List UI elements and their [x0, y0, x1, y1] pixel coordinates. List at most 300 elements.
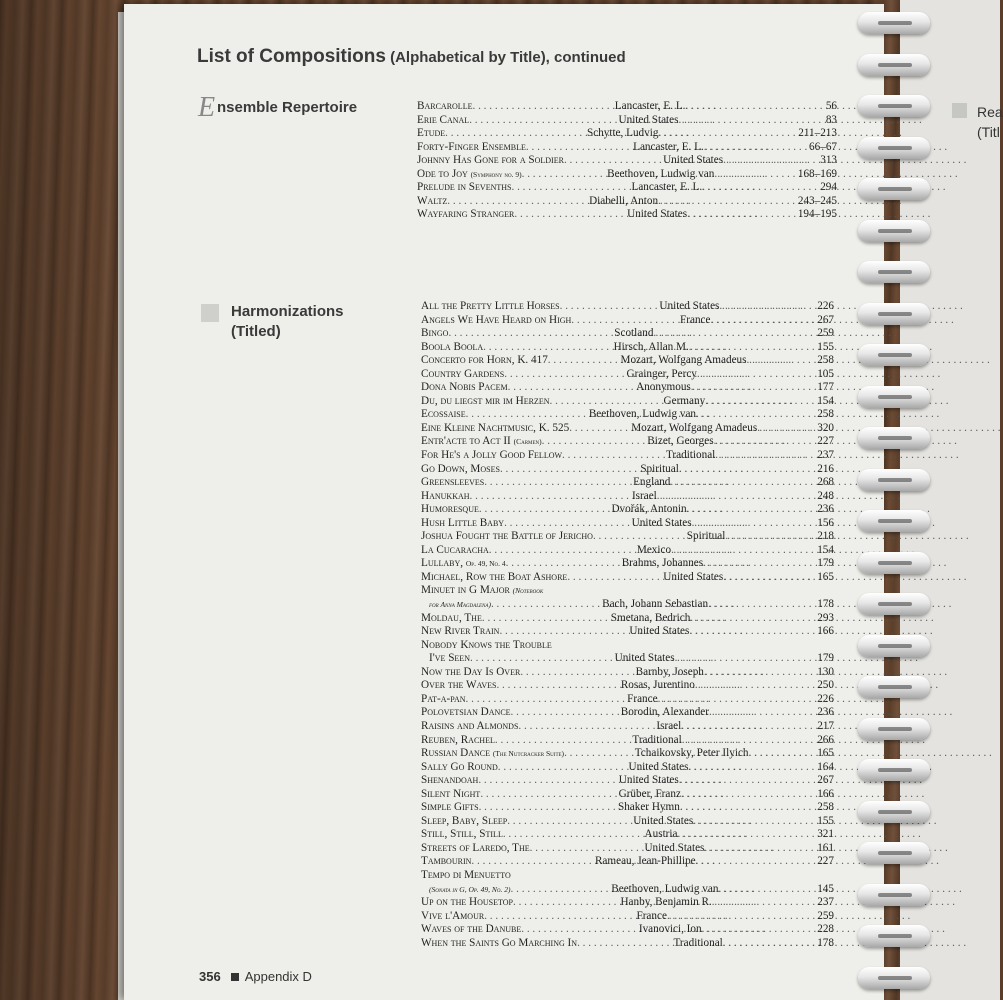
entry-title: Silent Night [421, 787, 481, 800]
entry-pages: 228 [817, 923, 834, 936]
dot-leader [479, 503, 610, 517]
list-item [421, 381, 834, 395]
entry-title: La Cucaracha [421, 543, 489, 556]
entry-note: (Symphony no. 9) [470, 169, 522, 179]
dot-leader [542, 435, 646, 449]
entry-pages: 130 [817, 665, 834, 678]
binding-coil [858, 54, 930, 76]
dot-leader [548, 354, 619, 368]
dot-leader [757, 422, 817, 436]
dot-leader [708, 598, 817, 612]
dot-leader [518, 720, 654, 734]
entry-pages: 165 [817, 747, 834, 760]
dot-leader [484, 910, 634, 924]
list-item [421, 815, 834, 829]
binding-coil [858, 967, 930, 989]
entry-title: Humoresque [421, 503, 479, 516]
entry-pages: 258 [817, 408, 834, 421]
dot-leader [653, 327, 817, 341]
entry-pages: 259 [817, 327, 834, 340]
entry-composer: Mozart, Wolfgang Amadeus [620, 354, 747, 367]
entry-pages: 267 [817, 774, 834, 787]
entry-title: Up on the Housetop [421, 896, 513, 909]
list-item [421, 923, 834, 937]
entry-pages: 83 [825, 113, 837, 126]
list-item [421, 490, 834, 504]
entry-pages: 236 [817, 706, 834, 719]
dot-leader [466, 408, 587, 422]
entry-composer: Smetana, Bedrich [610, 611, 691, 624]
footer-square-icon [231, 973, 239, 981]
entry-title: Polovetsian Dance [421, 706, 511, 719]
entry-pages: 66–67 [809, 140, 837, 153]
dot-leader [567, 571, 661, 585]
entry-pages: 218 [817, 530, 834, 543]
binding-coil [858, 344, 930, 366]
list-item [421, 842, 834, 856]
list-item [417, 141, 837, 155]
entry-title: Go Down, Moses [421, 462, 500, 475]
dot-leader [704, 141, 809, 155]
entry-composer: Israel [656, 719, 682, 732]
dot-leader [496, 679, 618, 693]
entry-title: Angels We Have Heard on High [421, 313, 572, 326]
list-item [421, 408, 834, 422]
list-item [421, 788, 834, 802]
entry-composer: Shaker Hymn [617, 801, 680, 814]
dot-leader [504, 517, 630, 531]
entry-title: Michael, Row the Boat Ashore [421, 570, 568, 583]
page-footer [199, 969, 312, 984]
list-item [417, 154, 837, 168]
list-item [421, 747, 834, 761]
dot-leader [506, 557, 620, 571]
dot-leader [746, 354, 817, 368]
list-item [421, 530, 834, 544]
binding-coil [858, 759, 930, 781]
list-item [421, 571, 834, 585]
list-item [417, 114, 837, 128]
dot-leader [710, 314, 817, 328]
entry-title-line [421, 869, 834, 883]
dot-leader [495, 734, 631, 748]
ensemble-initial: E [198, 92, 216, 123]
binding-coil [858, 178, 930, 200]
entry-pages: 211–213 [798, 127, 837, 140]
entry-title: Entr'acte to Act II [421, 435, 511, 448]
list-item [421, 761, 834, 775]
entry-pages: 154 [817, 543, 834, 556]
entry-pages: 161 [817, 841, 834, 854]
entry-composer: Lancaster, E. L. [614, 100, 686, 112]
binding-coil [858, 137, 930, 159]
entry-composer: Anonymous [636, 381, 691, 394]
entry-composer: Beethoven, Ludwig van [611, 882, 719, 895]
dot-leader [447, 195, 587, 209]
list-item [421, 652, 834, 666]
list-item [421, 422, 834, 436]
dot-leader [704, 666, 817, 680]
entry-title: Pat-a-pan [421, 692, 466, 705]
dot-leader [491, 598, 600, 612]
entry-title: Eine Kleine Nachtmusic, K. 525 [421, 421, 570, 434]
entry-composer: France [680, 313, 711, 326]
entry-composer: France [636, 909, 667, 922]
harmonizations-section-label [231, 302, 344, 342]
entry-composer: Borodin, Alexander [620, 706, 709, 719]
dot-leader [696, 855, 818, 869]
entry-composer: Spiritual [640, 462, 679, 475]
entry-title: Minuet in G Major [421, 584, 510, 597]
entry-composer: Beethoven, Ludwig van [607, 167, 715, 180]
dot-leader [472, 100, 612, 114]
entry-composer: United States [633, 814, 694, 827]
entry-title: Vive l'Amour [421, 909, 485, 922]
dot-leader [679, 114, 826, 128]
entry-title: All the Pretty Little Horses [421, 300, 560, 312]
binding-coil [858, 635, 930, 657]
dot-leader [703, 557, 817, 571]
entry-pages: 227 [817, 435, 834, 448]
dot-leader [503, 828, 643, 842]
dot-leader [679, 774, 817, 788]
entry-pages: 294 [820, 181, 837, 194]
entry-composer: United States [628, 760, 689, 773]
entry-pages: 259 [817, 909, 834, 922]
entry-title: Lullaby, [421, 557, 464, 570]
dot-leader [696, 408, 817, 422]
dot-leader [445, 127, 585, 141]
binding-coil [858, 261, 930, 283]
dot-leader [749, 747, 818, 761]
binding-coil [858, 386, 930, 408]
entry-composer: Lancaster, E. L. [633, 140, 704, 153]
entry-title: Shenandoah [421, 774, 479, 787]
entry-pages: 250 [817, 679, 834, 692]
dot-leader [466, 693, 626, 707]
entry-composer: Germany [663, 394, 706, 407]
entry-pages: 166 [817, 625, 834, 638]
entry-composer: Rosas, Jurentino [620, 679, 695, 692]
binding-coil [858, 884, 930, 906]
entry-composer: Scotland [614, 327, 654, 340]
dot-leader [681, 788, 817, 802]
list-item [421, 828, 834, 842]
dot-leader [530, 842, 643, 856]
entry-pages: 226 [817, 300, 834, 312]
binding-coil [858, 427, 930, 449]
entry-pages: 178 [817, 936, 834, 949]
entry-title: Hush Little Baby [421, 516, 505, 529]
list-item [421, 463, 834, 477]
list-item [421, 896, 834, 910]
list-item [421, 937, 834, 951]
entry-composer: Mexico [636, 543, 672, 556]
entry-pages: 155 [817, 814, 834, 827]
dot-leader [511, 181, 629, 195]
dot-leader [718, 883, 817, 897]
entry-title: Etude [417, 127, 446, 140]
list-item [421, 327, 834, 341]
dot-leader [508, 381, 634, 395]
dot-leader [677, 828, 817, 842]
entry-pages: 154 [817, 394, 834, 407]
entry-composer: Austria [644, 828, 678, 841]
entry-note: (Carmen) [513, 437, 542, 447]
entry-title: Dona Nobis Pacem [421, 381, 508, 394]
entry-composer: Diabelli, Anton [589, 194, 659, 207]
entry-composer: United States [659, 300, 720, 312]
dot-leader [478, 774, 616, 788]
dot-leader [697, 368, 817, 382]
list-item [421, 774, 834, 788]
dot-leader [702, 181, 820, 195]
entry-title: Joshua Fought the Battle of Jericho [421, 530, 593, 543]
heading-main: List of Compositions [197, 46, 386, 67]
dot-leader [689, 625, 817, 639]
entry-composer: Spiritual [686, 530, 726, 543]
list-item [417, 195, 837, 209]
dot-leader [679, 463, 817, 477]
dot-leader [483, 341, 611, 355]
list-item [421, 449, 834, 463]
binding-coil [858, 925, 930, 947]
dot-leader [504, 368, 624, 382]
entry-note: Op. 49, No. 4 [465, 559, 506, 569]
entry-title: Tempo di Menuetto [421, 868, 511, 881]
entry-pages: 258 [817, 354, 834, 367]
list-item [417, 168, 837, 182]
appendix-label: Appendix D [244, 969, 312, 984]
dot-leader [680, 801, 817, 815]
list-item [417, 208, 837, 222]
entry-composer: United States [629, 625, 690, 638]
entry-pages: 165 [817, 570, 834, 583]
entry-title: Hanukkah [421, 489, 470, 502]
harmonizations-label-line2: (Titled) [231, 323, 281, 340]
entry-composer: United States [663, 570, 724, 583]
dot-leader [692, 517, 818, 531]
entry-pages: 236 [817, 503, 834, 516]
entry-composer: Traditional [665, 449, 716, 462]
binding-coil [858, 12, 930, 34]
entry-title: Tambourin [421, 855, 472, 868]
entry-pages: 321 [817, 828, 834, 841]
entry-title: For He's a Jolly Good Fellow [421, 449, 563, 462]
entry-pages: 320 [817, 421, 834, 434]
dot-leader [471, 855, 593, 869]
heading-sub: (Alphabetical by Title), continued [385, 49, 626, 66]
dot-leader [469, 114, 616, 128]
list-item [421, 666, 834, 680]
entry-composer: Traditional [632, 733, 682, 746]
entry-pages: 56 [825, 100, 837, 112]
list-item [421, 503, 834, 517]
entry-composer: Ivanovici, Ion [638, 923, 702, 936]
binding-coil [858, 510, 930, 532]
dot-leader [511, 883, 610, 897]
dot-leader [470, 652, 613, 666]
dot-leader [562, 449, 664, 463]
entry-pages: 166 [817, 787, 834, 800]
dot-leader [479, 801, 616, 815]
entry-composer: United States [631, 516, 692, 529]
entry-title: Simple Gifts [421, 801, 479, 814]
page-heading [197, 46, 626, 68]
dot-leader [514, 208, 625, 222]
dot-leader [690, 612, 817, 626]
entry-title-continued: (Sonata in G, Op. 49, No. 2) [429, 884, 511, 894]
dot-leader [723, 154, 820, 168]
dot-leader [715, 449, 817, 463]
entry-pages: 217 [817, 719, 834, 732]
dot-leader [671, 544, 817, 558]
entry-pages: 155 [817, 340, 834, 353]
entry-composer: United States [618, 774, 679, 787]
entry-composer: Mozart, Wolfgang Amadeus [631, 421, 758, 434]
entry-pages: 179 [817, 652, 834, 665]
entry-title: Nobody Knows the Trouble [421, 638, 552, 651]
entry-composer: United States [618, 113, 679, 126]
list-item [421, 544, 834, 558]
dot-leader [689, 341, 817, 355]
list-item [421, 801, 834, 815]
entry-composer: Hirsch, Allan M. [613, 340, 689, 353]
entry-pages: 216 [817, 462, 834, 475]
entry-composer: Dvořák, Antonin [611, 503, 687, 516]
entry-pages: 243–245 [797, 194, 837, 207]
entry-title: Ecossaise [421, 408, 466, 421]
dot-leader [593, 530, 685, 544]
dot-leader [685, 100, 825, 114]
dot-leader [675, 652, 818, 666]
dot-leader [670, 476, 817, 490]
entry-title: Du, du liegst mir im Herzen [421, 394, 550, 407]
page-number: 356 [199, 969, 221, 984]
dot-leader [658, 195, 798, 209]
list-item [421, 300, 834, 314]
entry-pages: 178 [817, 598, 834, 611]
entry-title: Moldau, The [421, 611, 482, 624]
entry-title: Streets of Laredo, The [421, 841, 530, 854]
dot-leader [702, 923, 818, 937]
entry-title: Country Gardens [421, 367, 505, 380]
facing-page-label-line2: (Titl [977, 124, 1000, 140]
entry-pages: 266 [817, 733, 834, 746]
dot-leader [705, 395, 817, 409]
entry-title: Wayfaring Stranger [417, 208, 515, 221]
binding-coil [858, 469, 930, 491]
dot-leader [511, 706, 619, 720]
binding-coil [858, 801, 930, 823]
dot-leader [569, 422, 629, 436]
list-item [421, 435, 834, 449]
entry-pages: 313 [820, 154, 837, 167]
list-item [417, 100, 837, 114]
binding-coil [858, 842, 930, 864]
list-item [421, 598, 834, 612]
list-item [421, 395, 834, 409]
entry-pages: 194–195 [797, 208, 837, 221]
entry-composer: Bizet, Georges [647, 435, 714, 448]
harmonizations-section-box [201, 304, 219, 322]
entry-title: Raisins and Almonds [421, 719, 519, 732]
dot-leader [657, 490, 817, 504]
list-item [421, 476, 834, 490]
list-item [421, 706, 834, 720]
dot-leader [691, 381, 817, 395]
list-item [417, 127, 837, 141]
entry-title: When the Saints Go Marching In [421, 936, 578, 949]
dot-leader [667, 910, 817, 924]
entry-title-continued: I've Seen [429, 652, 470, 665]
entry-composer: Lancaster, E. L. [631, 181, 703, 194]
dot-leader [723, 571, 817, 585]
list-item [421, 368, 834, 382]
dot-leader [470, 490, 630, 504]
entry-title: Still, Still, Still [421, 828, 503, 841]
entry-composer: England [633, 476, 671, 489]
entry-pages: 268 [817, 476, 834, 489]
entry-title: Forty-Finger Ensemble [417, 140, 526, 153]
dot-leader [560, 300, 658, 314]
entry-composer: Grainger, Percy [626, 367, 697, 380]
list-item [421, 612, 834, 626]
entry-title: Reuben, Rachel [421, 733, 495, 746]
entry-note: (The Nutcracker Suite) [492, 749, 565, 759]
entry-composer: Bach, Johann Sebastian [602, 598, 709, 611]
dot-leader [695, 679, 817, 693]
entry-pages: 237 [817, 449, 834, 462]
binding-coil [858, 220, 930, 242]
entry-title: Erie Canal [417, 113, 470, 126]
dot-leader [714, 168, 798, 182]
binding-coil [858, 718, 930, 740]
entry-pages: 248 [817, 489, 834, 502]
list-item [421, 883, 834, 897]
entry-pages: 164 [817, 760, 834, 773]
entry-pages: 105 [817, 367, 834, 380]
dot-leader [709, 706, 817, 720]
entry-title: Johnny Has Gone for a Soldier [417, 154, 564, 167]
entry-pages: 168–169 [797, 167, 837, 180]
entry-composer: United States [644, 841, 705, 854]
dot-leader [484, 476, 631, 490]
dot-leader [571, 314, 678, 328]
entry-composer: Rameau, Jean-Phillipe [594, 855, 696, 868]
entry-pages: 227 [817, 855, 834, 868]
entry-pages: 226 [817, 692, 834, 705]
entry-pages: 145 [817, 882, 834, 895]
dot-leader [681, 720, 817, 734]
dot-leader [688, 761, 817, 775]
list-item [421, 517, 834, 531]
dot-leader [507, 815, 631, 829]
list-item [421, 855, 834, 869]
list-item [421, 734, 834, 748]
dot-leader [550, 395, 662, 409]
list-item [421, 354, 834, 368]
dot-leader [704, 842, 817, 856]
facing-page-label-line1: Rea [977, 104, 1003, 120]
entry-title: Bingo [421, 327, 449, 340]
dot-leader [482, 612, 609, 626]
entry-composer: United States [663, 154, 724, 167]
list-item [421, 693, 834, 707]
entry-note: (Notebook [512, 586, 544, 596]
dot-leader [658, 127, 798, 141]
dot-leader [448, 327, 612, 341]
